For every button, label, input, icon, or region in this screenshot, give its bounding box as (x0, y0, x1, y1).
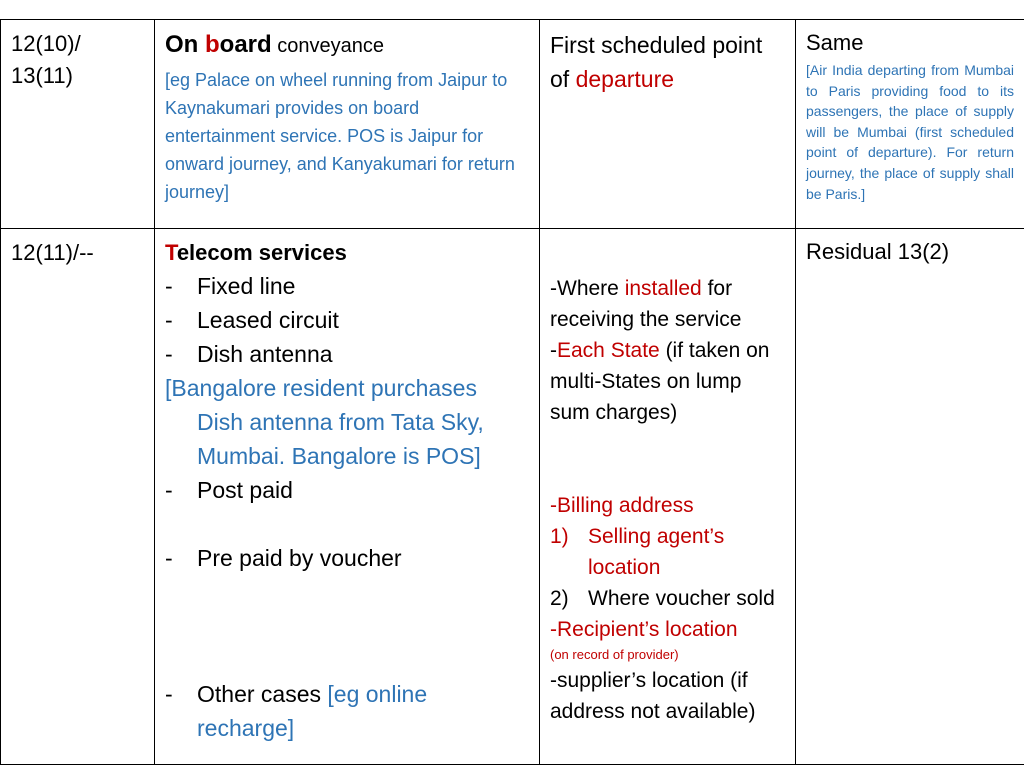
place-of-supply-table (0, 19, 1024, 765)
title-rest: conveyance (271, 35, 384, 57)
pos-cell (540, 229, 796, 765)
description-cell (155, 20, 540, 229)
description-cell (155, 229, 540, 765)
supplier-location: -supplier’s location (if address not available) (550, 669, 756, 723)
table-row (1, 229, 1024, 765)
list-item-label (197, 677, 529, 745)
other-cases-example: [eg online recharge] (197, 681, 428, 741)
list-item-label: Selling agent’s location (588, 525, 725, 579)
list-item-label: Post paid (197, 477, 293, 503)
list-number: 1) (550, 525, 569, 548)
igst-cell (796, 229, 1024, 765)
list-item (165, 337, 529, 371)
list-item (550, 583, 785, 614)
title-first-letter: T (165, 240, 177, 265)
list-number: 2) (550, 587, 569, 610)
recipient-note: (on record of provider) (550, 647, 679, 662)
title-bold-red: b (205, 31, 220, 58)
list-item-label: Where voucher sold (588, 587, 775, 610)
list-dash: - (165, 307, 173, 333)
installed-rule (550, 273, 785, 335)
state-suffix: (if taken on multi-States on lump sum charges) (550, 339, 770, 424)
pos-text (550, 237, 785, 727)
title-bold-part2: oard (219, 31, 272, 58)
igst-example: [Air India departing from Mumbai to Paris providing food to its passengers, the place of supply will be Mumbai (first scheduled point of departure). For return journey, the place of supply shall be Paris.] (806, 62, 1014, 202)
list-item (165, 541, 529, 575)
section-cell (1, 20, 155, 229)
igst-cell (796, 20, 1024, 229)
list-item-label: Fixed line (197, 273, 296, 299)
list-dash: - (165, 545, 173, 571)
igst-value: Same (806, 30, 864, 55)
list-dash: - (165, 273, 173, 299)
list-item-label: Leased circuit (197, 307, 339, 333)
list-item-label: Pre paid by voucher (197, 545, 402, 571)
pos-cell (540, 20, 796, 229)
list-dash: - (165, 681, 173, 707)
list-item (165, 303, 529, 337)
igst-value: Residual 13(2) (806, 239, 950, 264)
pos-text-highlight: departure (575, 66, 675, 92)
list-item (165, 269, 529, 303)
pos-text-plain: First scheduled point of (550, 32, 763, 92)
other-cases-label: Other cases (197, 681, 328, 707)
table-row (1, 20, 1024, 229)
list-dash: - (165, 477, 173, 503)
telecom-example: [Bangalore resident purchases Dish antenna from Tata Sky, Mumbai. Bangalore is POS] (165, 375, 484, 469)
title-rest: elecom services (176, 240, 347, 265)
list-item (550, 521, 785, 583)
installed-prefix: -Where (550, 277, 625, 300)
description-title (165, 28, 529, 65)
list-item-label: Dish antenna (197, 341, 333, 367)
list-item (165, 473, 529, 507)
section-number: 12(11)/-- (11, 240, 94, 265)
section-cell (1, 229, 155, 765)
state-rule (550, 335, 785, 428)
installed-highlight: installed (624, 277, 702, 300)
billing-address: -Billing address (550, 494, 694, 517)
description-title (165, 237, 529, 269)
list-dash: - (165, 341, 173, 367)
installed-suffix: for receiving the service (550, 277, 742, 331)
recipient-location: -Recipient’s location (550, 618, 738, 641)
state-prefix: - (550, 339, 557, 362)
title-bold-part1: On (165, 31, 205, 58)
list-item (165, 677, 529, 745)
section-number: 12(10)/ 13(11) (11, 31, 81, 88)
pos-text (550, 28, 785, 96)
state-highlight: Each State (557, 339, 660, 362)
description-example: [eg Palace on wheel running from Jaipur to Kaynakumari provides on board entertainment service. POS is Jaipur for onward journey, and Kanyakumari for return journey] (165, 70, 515, 202)
